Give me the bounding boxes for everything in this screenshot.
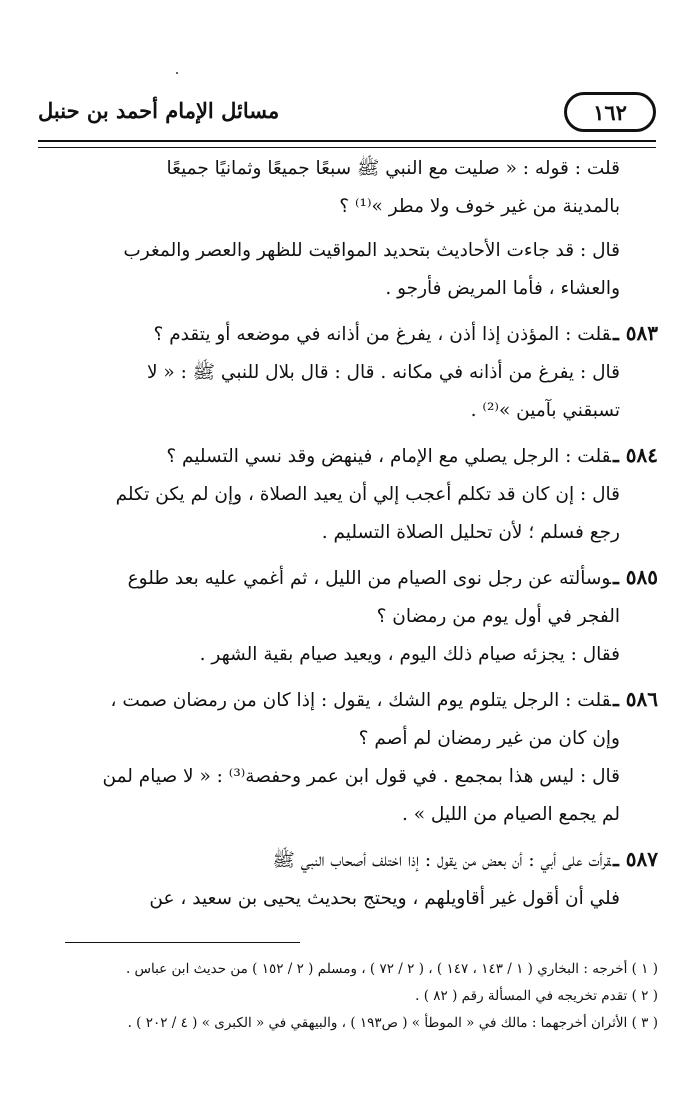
text-line: تسبقني بآمين »⁽²⁾ . — [470, 400, 620, 421]
paragraph — [36, 150, 658, 226]
text-line: قال : ليس هذا بمجمع . في قول ابن عمر وحفصة⁽³⁾ : « لا صيام لمن — [102, 766, 620, 787]
text-line: فلي أن أقول غير أقاويلهم ، ويحتج بحديث يحيى بن سعيد ، عن — [149, 888, 620, 909]
text-line: وإن كان من غير رمضان لم أصم ؟ — [358, 728, 620, 749]
paragraph — [36, 232, 658, 308]
speck — [176, 72, 178, 74]
numbered-question — [36, 436, 658, 552]
header-rule — [38, 140, 656, 148]
question-number: ٥٨٦ ـ — [612, 687, 658, 711]
page-title: مسائل الإمام أحمد بن حنبل — [38, 98, 280, 123]
question-number: ٥٨٣ ـ — [612, 321, 658, 345]
numbered-question — [36, 558, 658, 674]
footnotes — [36, 956, 658, 1037]
text-line: بالمدينة من غير خوف ولا مطر »⁽¹⁾ ؟ — [339, 196, 620, 217]
text-line: قال : إن كان قد تكلم أعجب إلي أن يعيد الصلاة ، وإن لم يكن تكلم — [115, 484, 620, 505]
footnote: ( ٢ ) تقدم تخريجه في المسألة رقم ( ٨٢ ) . — [415, 988, 658, 1004]
text-line: لم يجمع الصيام من الليل » . — [401, 804, 620, 825]
text-line: رجع فسلم ؛ لأن تحليل الصلاة التسليم . — [321, 522, 620, 543]
main-text — [36, 150, 658, 924]
numbered-question — [36, 680, 658, 834]
question-number: ٥٨٧ ـ — [612, 847, 658, 871]
text-line: الفجر في أول يوم من رمضان ؟ — [376, 606, 620, 627]
numbered-question — [36, 840, 658, 918]
text-line: قال : يفرغ من أذانه في مكانه . قال : قال بلال للنبي ﷺ : « لا — [146, 362, 620, 383]
page-number: ١٦٢ — [593, 99, 627, 125]
page-number-badge — [564, 92, 656, 132]
text-line: قلت : الرجل يصلي مع الإمام ، فينهض وقد نسي التسليم ؟ — [166, 446, 611, 467]
text-line: قال : قد جاءت الأحاديث بتحديد المواقيت للظهر والعصر والمغرب — [123, 240, 620, 261]
text-line: وسألته عن رجل نوى الصيام من الليل ، ثم أغمي عليه بعد طلوع — [127, 568, 611, 589]
text-line: والعشاء ، فأما المريض فأرجو . — [385, 278, 620, 299]
text-line: قرأت على أبي : أن بعض من يقول : إذا اختلف أصحاب النبي ﷺ — [272, 850, 611, 871]
footnote-rule — [65, 942, 300, 943]
question-number: ٥٨٥ ـ — [612, 565, 658, 589]
text-line: فقال : يجزئه صيام ذلك اليوم ، ويعيد صيام بقية الشهر . — [199, 644, 620, 665]
text-line: قلت : الرجل يتلوم يوم الشك ، يقول : إذا كان من رمضان صمت ، — [110, 690, 611, 711]
footnote: ( ١ ) أخرجه : البخاري ( ١ / ١٤٣ ، ١٤٧ ) ، ( ٢ / ٧٢ ) ، ومسلم ( ٢ / ١٥٢ ) من حديث ابن عباس . — [125, 961, 658, 977]
text-line: قلت : المؤذن إذا أذن ، يفرغ من أذانه في موضعه أو يتقدم ؟ — [153, 324, 611, 345]
footnote: ( ٣ ) الأثران أخرجهما : مالك في « الموطأ » ( ص١٩٣ ) ، والبيهقي في « الكبرى » ( ٤ / ٢٠٢ ) . — [127, 1015, 658, 1031]
question-number: ٥٨٤ ـ — [612, 443, 658, 467]
running-header — [38, 92, 656, 136]
text-line: قلت : قوله : « صليت مع النبي ﷺ سبعًا جميعًا وثمانيًا جميعًا — [166, 158, 620, 179]
numbered-question — [36, 314, 658, 430]
